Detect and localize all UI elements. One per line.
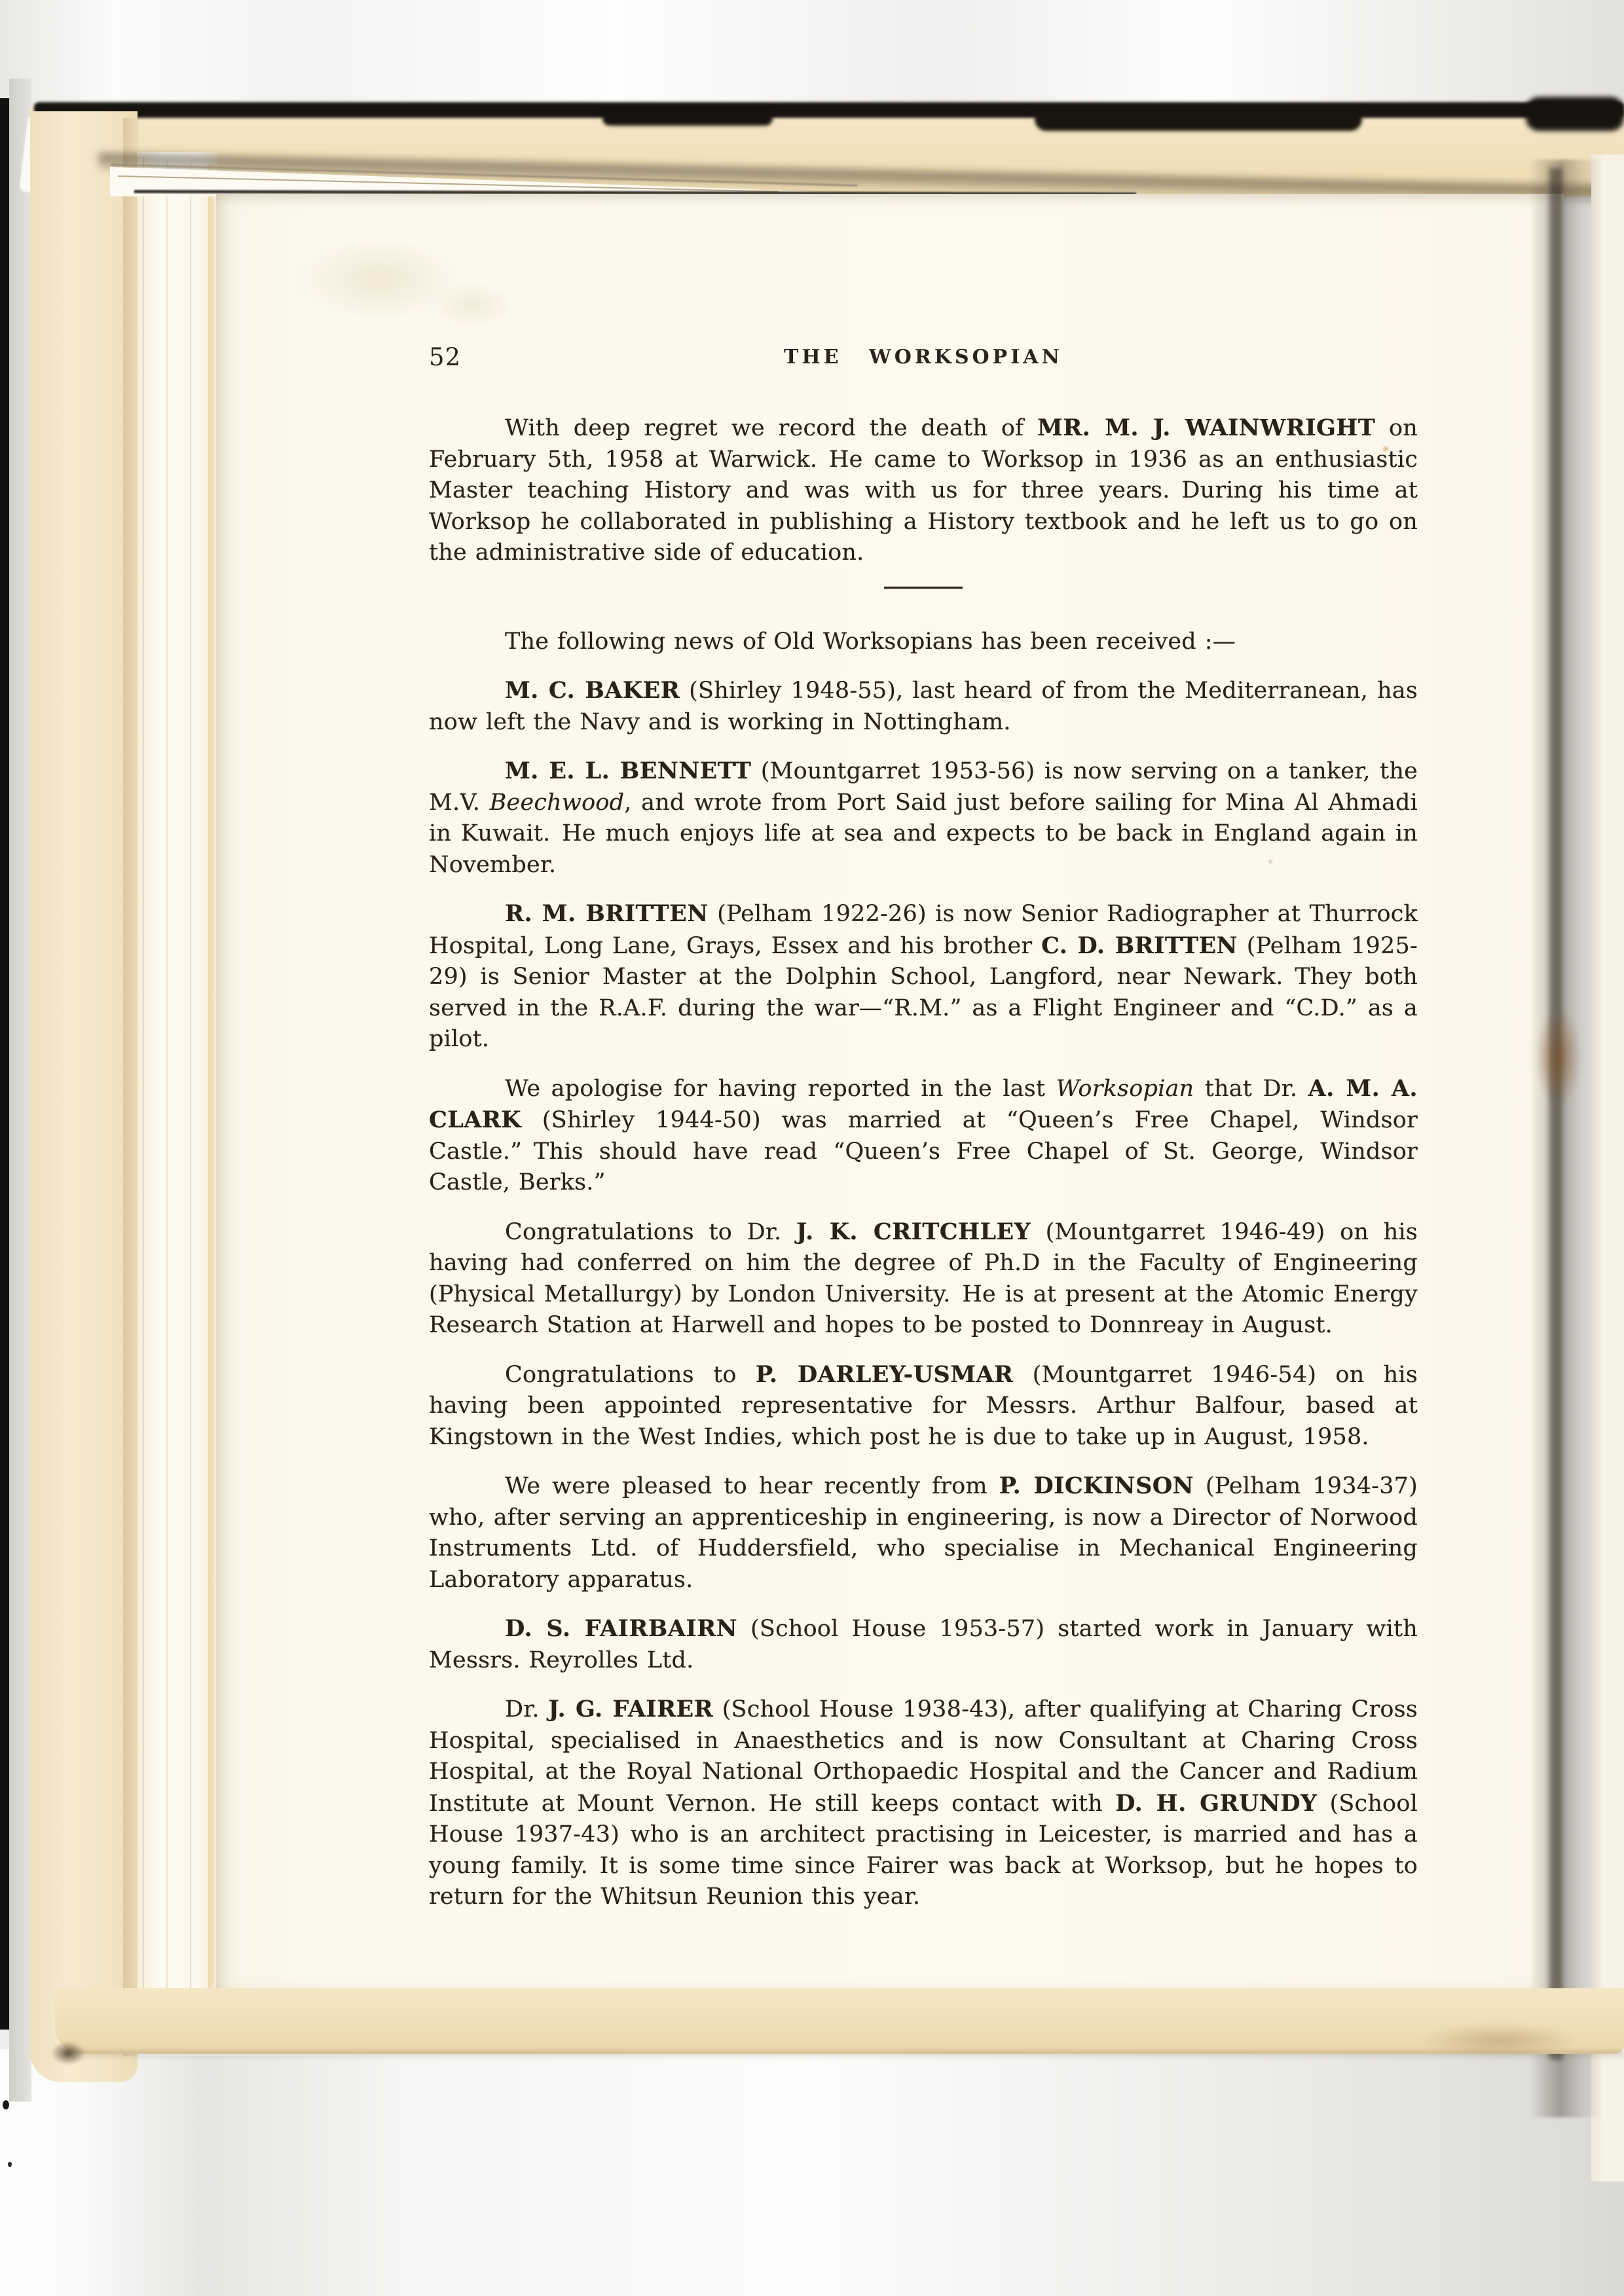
person-name: A. M. A. CLARK <box>429 1074 1418 1133</box>
body-text: Congratulations to <box>505 1361 756 1388</box>
fore-edge-shadow <box>65 2050 1624 2060</box>
scan-speck <box>8 2162 12 2167</box>
scanner-shadow-smudge <box>79 2056 393 2296</box>
book-fore-edge-bottom <box>55 1988 1624 2054</box>
body-text: that Dr. <box>1194 1075 1308 1102</box>
page-edge-line <box>208 165 215 2045</box>
person-name: M. C. BAKER <box>505 677 680 704</box>
paragraph <box>429 1470 1418 1595</box>
body-text: on February 5th, 1958 at Warwick. He came to Worksop in 1936 as an enthusiastic Master teaching History and was with us for three years. During his time at Worksop he collaborated in publishing a History textbook and he left us to go on the administrative side of education. <box>429 415 1418 566</box>
page-gutter-shadow-core <box>1549 168 1562 2060</box>
body-text: We were pleased to hear recently from <box>505 1473 999 1499</box>
body-text: (Pelham 1934-37) who, after serving an apprenticeship in engineering, is now a Director of Norwood Instruments Ltd. of Huddersfield, who specialise in Mechanical Engineering Laboratory apparatus. <box>429 1473 1418 1593</box>
scanner-background-top <box>0 0 1624 110</box>
page-gutter-shadow <box>1530 160 1603 2117</box>
cover-top-dark-edge <box>34 102 1624 118</box>
page-edge-line <box>190 162 191 2045</box>
page-number: 52 <box>429 343 462 371</box>
body-text: (Pelham 1925-29) is Senior Master at the Dolphin School, Langford, near Newark. They both served in the R.A.F. during the war—“R.M.” as a Flight Engineer and “C.D.” as a pilot. <box>429 932 1418 1052</box>
body-text: (School House 1937-43) who is an architect practising in Leicester, is married and has a young family. It is some time since Fairer was back at Worksop, but he hopes to return for the Whitsun Reunion this year. <box>429 1790 1418 1910</box>
body-paragraphs <box>429 412 1418 1931</box>
book-page <box>216 194 1564 1988</box>
paragraph <box>429 1694 1418 1913</box>
paragraph <box>429 675 1418 738</box>
body-text: Dr. <box>505 1696 549 1722</box>
body-text: (Shirley 1948-55), last heard of from the Mediterranean, has now left the Navy and is working in Nottingham. <box>429 678 1418 735</box>
section-divider <box>884 587 963 589</box>
cover-top-dark-edge-blob <box>1035 107 1362 131</box>
person-name: MR. M. J. WAINWRIGHT <box>1037 414 1376 441</box>
person-name: J. G. FAIRER <box>548 1696 714 1722</box>
book-cover-spine <box>30 111 138 2082</box>
person-name: M. E. L. BENNETT <box>505 757 752 784</box>
body-text: (Pelham 1922-26) is now Senior Radiographer at Thurrock Hospital, Long Lane, Grays, Essex and his brother <box>429 901 1418 959</box>
body-text: (Shirley 1944-50) was married at “Queen’s Free Chapel, Windsor Castle.” This should have read “Queen’s Free Chapel of St. George, Windsor Castle, Berks.” <box>429 1107 1418 1195</box>
paragraph <box>429 756 1418 881</box>
paragraph <box>429 1073 1418 1199</box>
paragraph <box>429 898 1418 1055</box>
italic-text: Beechwood <box>489 789 625 816</box>
page-edge-line <box>166 160 168 2045</box>
body-text: (Mountgarret 1946-54) on his having been appointed representative for Messrs. Arthur Balfour, based at Kingstown in the West Indies, which post he is due to take up in August, 1958. <box>429 1361 1418 1450</box>
page-edge-line <box>143 157 144 2043</box>
stacked-page-edges <box>138 152 217 2050</box>
scanner-left-gray-strip <box>9 79 31 2102</box>
body-text: (School House 1938-43), after qualifying at Charing Cross Hospital, specialised in Anaesthetics and is now Consultant at Charing Cross Hospital, at the Royal National Orthopaedic Hospital and the Cancer and Radium Institute at Mount Vernon. He still keeps contact with <box>429 1696 1418 1817</box>
person-name: D. H. GRUNDY <box>1115 1789 1318 1817</box>
running-title: THE WORKSOPIAN <box>784 346 1063 369</box>
cover-top-dark-edge-right <box>1526 97 1624 131</box>
paragraph <box>429 1613 1418 1676</box>
book-edge-black-strip <box>0 98 9 2030</box>
body-text: We apologise for having reported in the last <box>505 1075 1056 1102</box>
scan-speck <box>3 2100 9 2109</box>
person-name: D. S. FAIRBAIRN <box>505 1615 737 1642</box>
body-text: (Mountgarret 1953-56) is now serving on a tanker, the M.V. <box>429 758 1418 816</box>
person-name: R. M. BRITTEN <box>505 900 709 927</box>
cover-top-dark-edge-bump <box>602 111 773 126</box>
person-name: P. DARLEY-USMAR <box>755 1360 1014 1388</box>
paragraph <box>429 412 1418 569</box>
person-name: J. K. CRITCHLEY <box>796 1218 1031 1245</box>
gutter-stain <box>1535 1008 1582 1106</box>
paragraph <box>429 1359 1418 1453</box>
person-name: P. DICKINSON <box>999 1472 1194 1499</box>
paragraph <box>429 1216 1418 1341</box>
body-text: With deep regret we record the death of <box>505 415 1038 441</box>
body-text: , and wrote from Port Said just before sailing for Mina Al Ahmadi in Kuwait. He much enjoys life at sea and expects to be back in England again in November. <box>429 789 1418 878</box>
body-text: (Mountgarret 1946-49) on his having had conferred on him the degree of Ph.D in the Faculty of Engineering (Physical Metallurgy) by London University. He is at present at the Atomic Energy Research Station at Harwell and hopes to be posted to Donnreay in August. <box>429 1218 1418 1338</box>
person-name: C. D. BRITTEN <box>1041 932 1238 959</box>
body-text: Congratulations to Dr. <box>505 1218 796 1245</box>
paragraph <box>429 627 1418 658</box>
cover-corner-singe-mark <box>51 2041 85 2065</box>
body-text: (School House 1953-57) started work in January with Messrs. Reyrolles Ltd. <box>429 1616 1418 1673</box>
body-text: The following news of Old Worksopians has been received :— <box>505 628 1236 655</box>
italic-text: Worksopian <box>1056 1075 1194 1102</box>
page-header <box>429 343 1418 376</box>
